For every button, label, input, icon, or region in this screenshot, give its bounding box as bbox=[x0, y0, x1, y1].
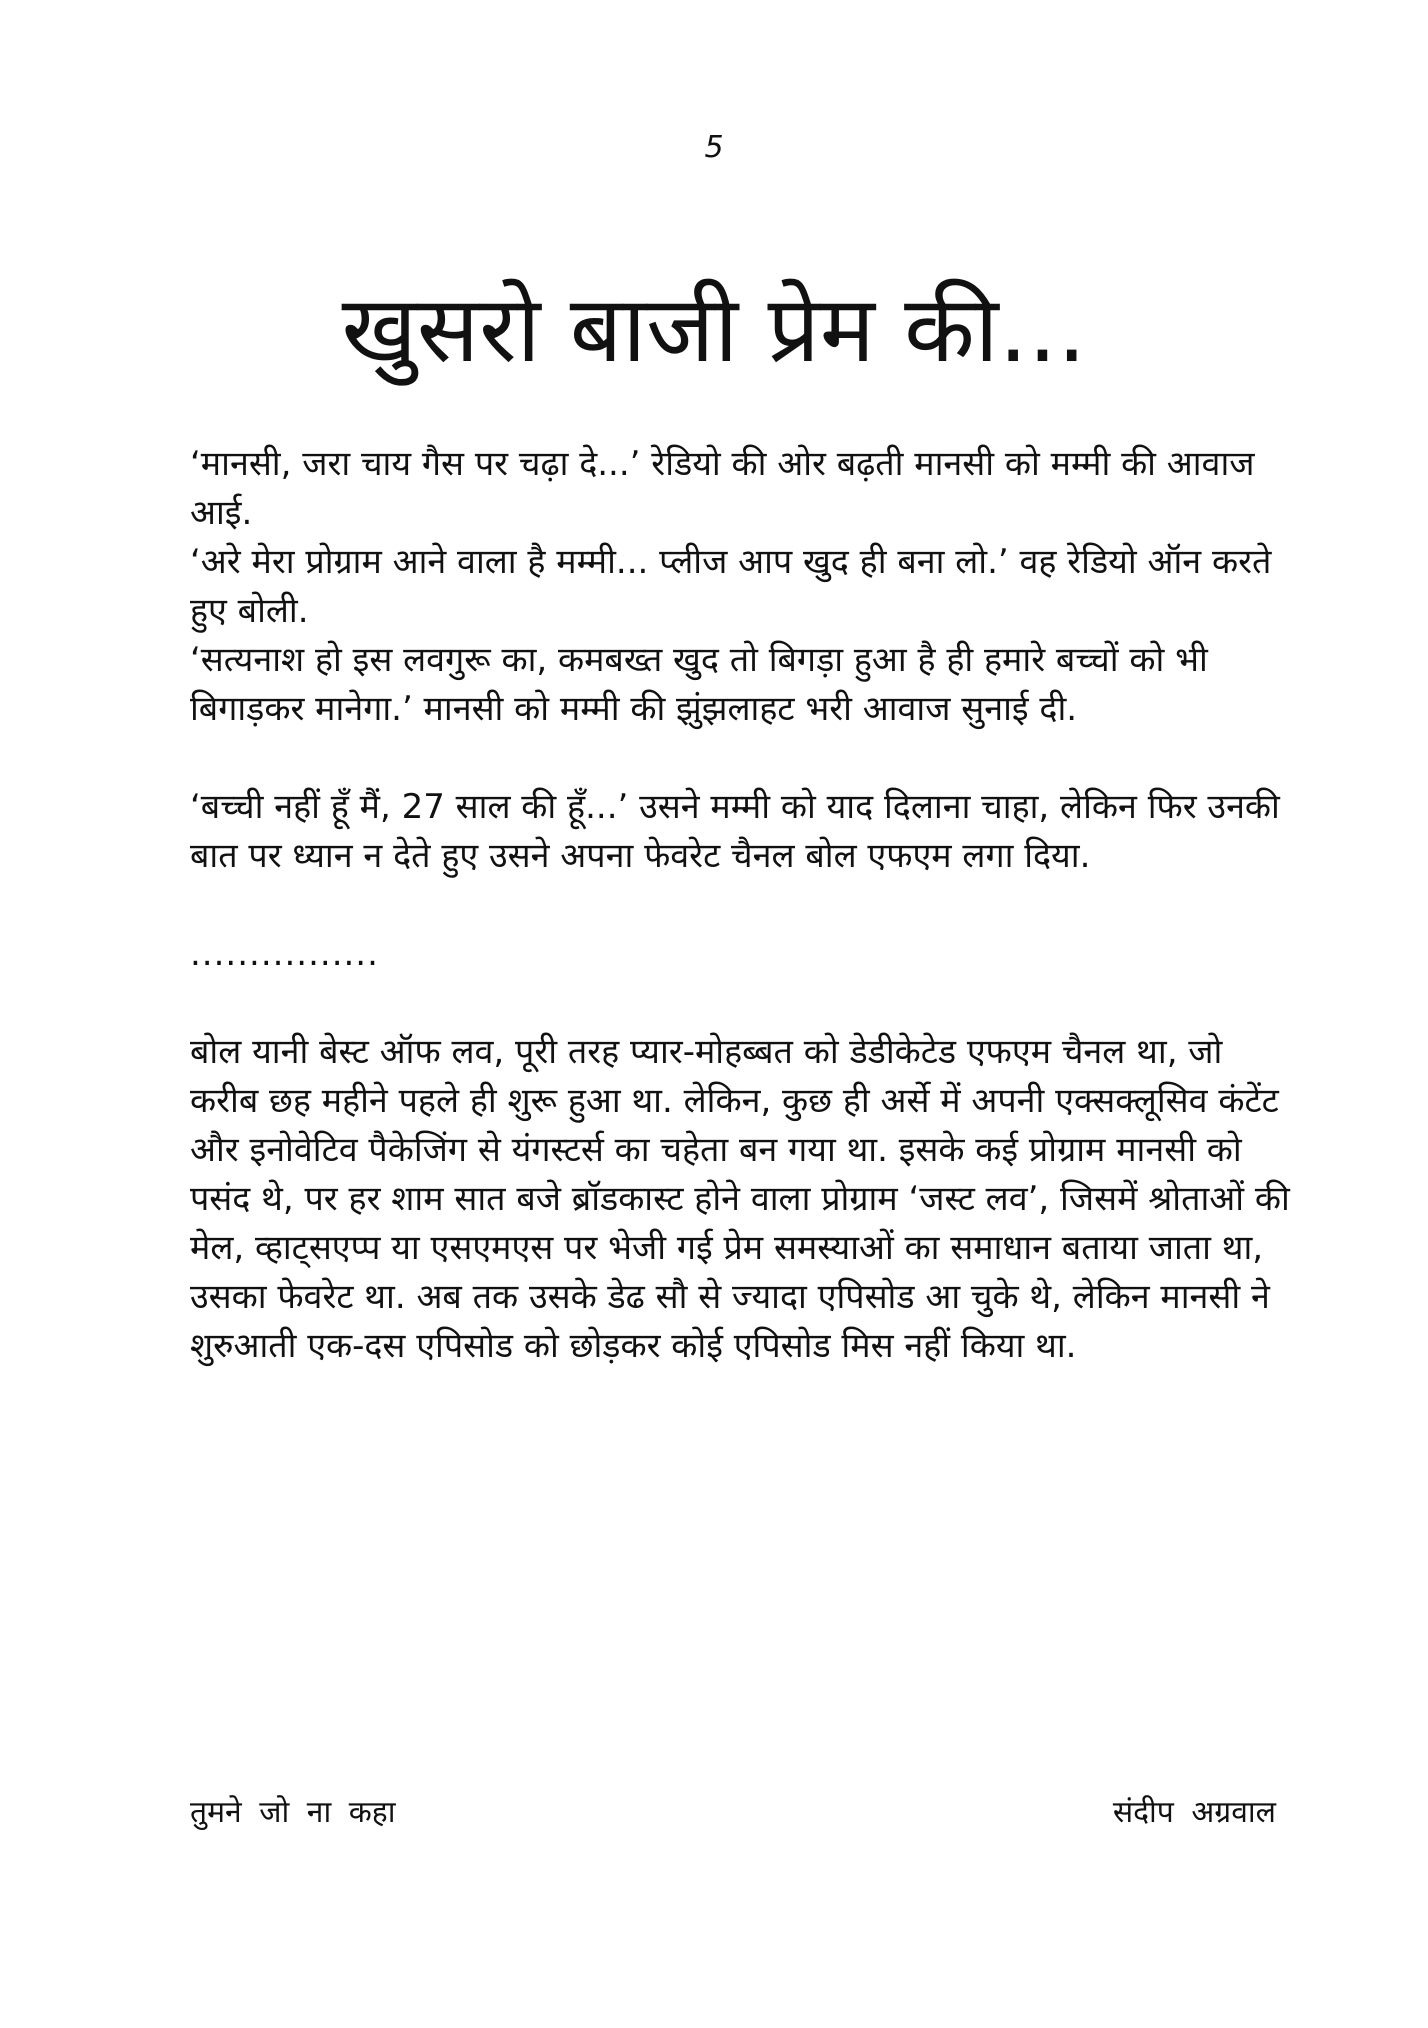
footer-author: संदीप अग्रवाल bbox=[1112, 1795, 1276, 1830]
paragraph-gap bbox=[190, 734, 1290, 783]
paragraph-gap bbox=[190, 881, 1290, 930]
paragraph: ‘अरे मेरा प्रोग्राम आने वाला है मम्मी... प्लीज आप खुद ही बना लो.’ वह रेडियो ऑन करते हुए बोली. bbox=[190, 542, 1272, 631]
paragraph: ‘बच्ची नहीं हूँ मैं, 27 साल की हूँ...’ उसने मम्मी को याद दिलाना चाहा, लेकिन फिर उनकी बात पर ध्यान न देते हुए उसने अपना फेवरेट चैनल बोल एफएम लगा दिया. bbox=[190, 787, 1280, 876]
footer-book-title: तुमने जो ना कहा bbox=[190, 1795, 396, 1830]
paragraph: ‘मानसी, जरा चाय गैस पर चढ़ा दे...’ रेडियो की ओर बढ़ती मानसी को मम्मी की आवाज आई. bbox=[190, 444, 1255, 533]
section-separator: ................ bbox=[190, 934, 379, 974]
chapter-title: खुसरो बाजी प्रेम की... bbox=[341, 276, 1087, 383]
page-number: 5 bbox=[704, 130, 724, 165]
paragraph: बोल यानी बेस्ट ऑफ लव, पूरी तरह प्यार-मोहब्बत को डेडीकेटेड एफएम चैनल था, जो करीब छह महीने पहले ही शुरू हुआ था. लेकिन, कुछ ही अर्से में अपनी एक्सक्लूसिव कंटेंट और इनोवेटिव पैकेजिंग से यंगस्टर्स का चहेता बन गया था. इसके कई प्रोग्राम मानसी को पसंद थे, पर हर शाम सात बजे ब्रॉडकास्ट होने वाला प्रोग्राम ‘जस्ट लव’, जिसमें श्रोताओं की मेल, व्हाट्सएप्प या एसएमएस पर भेजी गई प्रेम समस्याओं का समाधान बताया जाता था, उसका फेवरेट था. अब तक उसके डेढ सौ से ज्यादा एपिसोड आ चुके थे, लेकिन मानसी ने शुरुआती एक-दस एपिसोड को छोड़कर कोई एपिसोड मिस नहीं किया था. bbox=[190, 1032, 1290, 1366]
paragraph-gap bbox=[190, 979, 1290, 1028]
paragraph: ‘सत्यनाश हो इस लवगुरू का, कमबख्त खुद तो बिगड़ा हुआ है ही हमारे बच्चों को भी बिगाड़कर मानेगा.’ मानसी को मम्मी की झुंझलाहट भरी आवाज सुनाई दी. bbox=[190, 640, 1208, 729]
chapter-body bbox=[190, 440, 1290, 1371]
